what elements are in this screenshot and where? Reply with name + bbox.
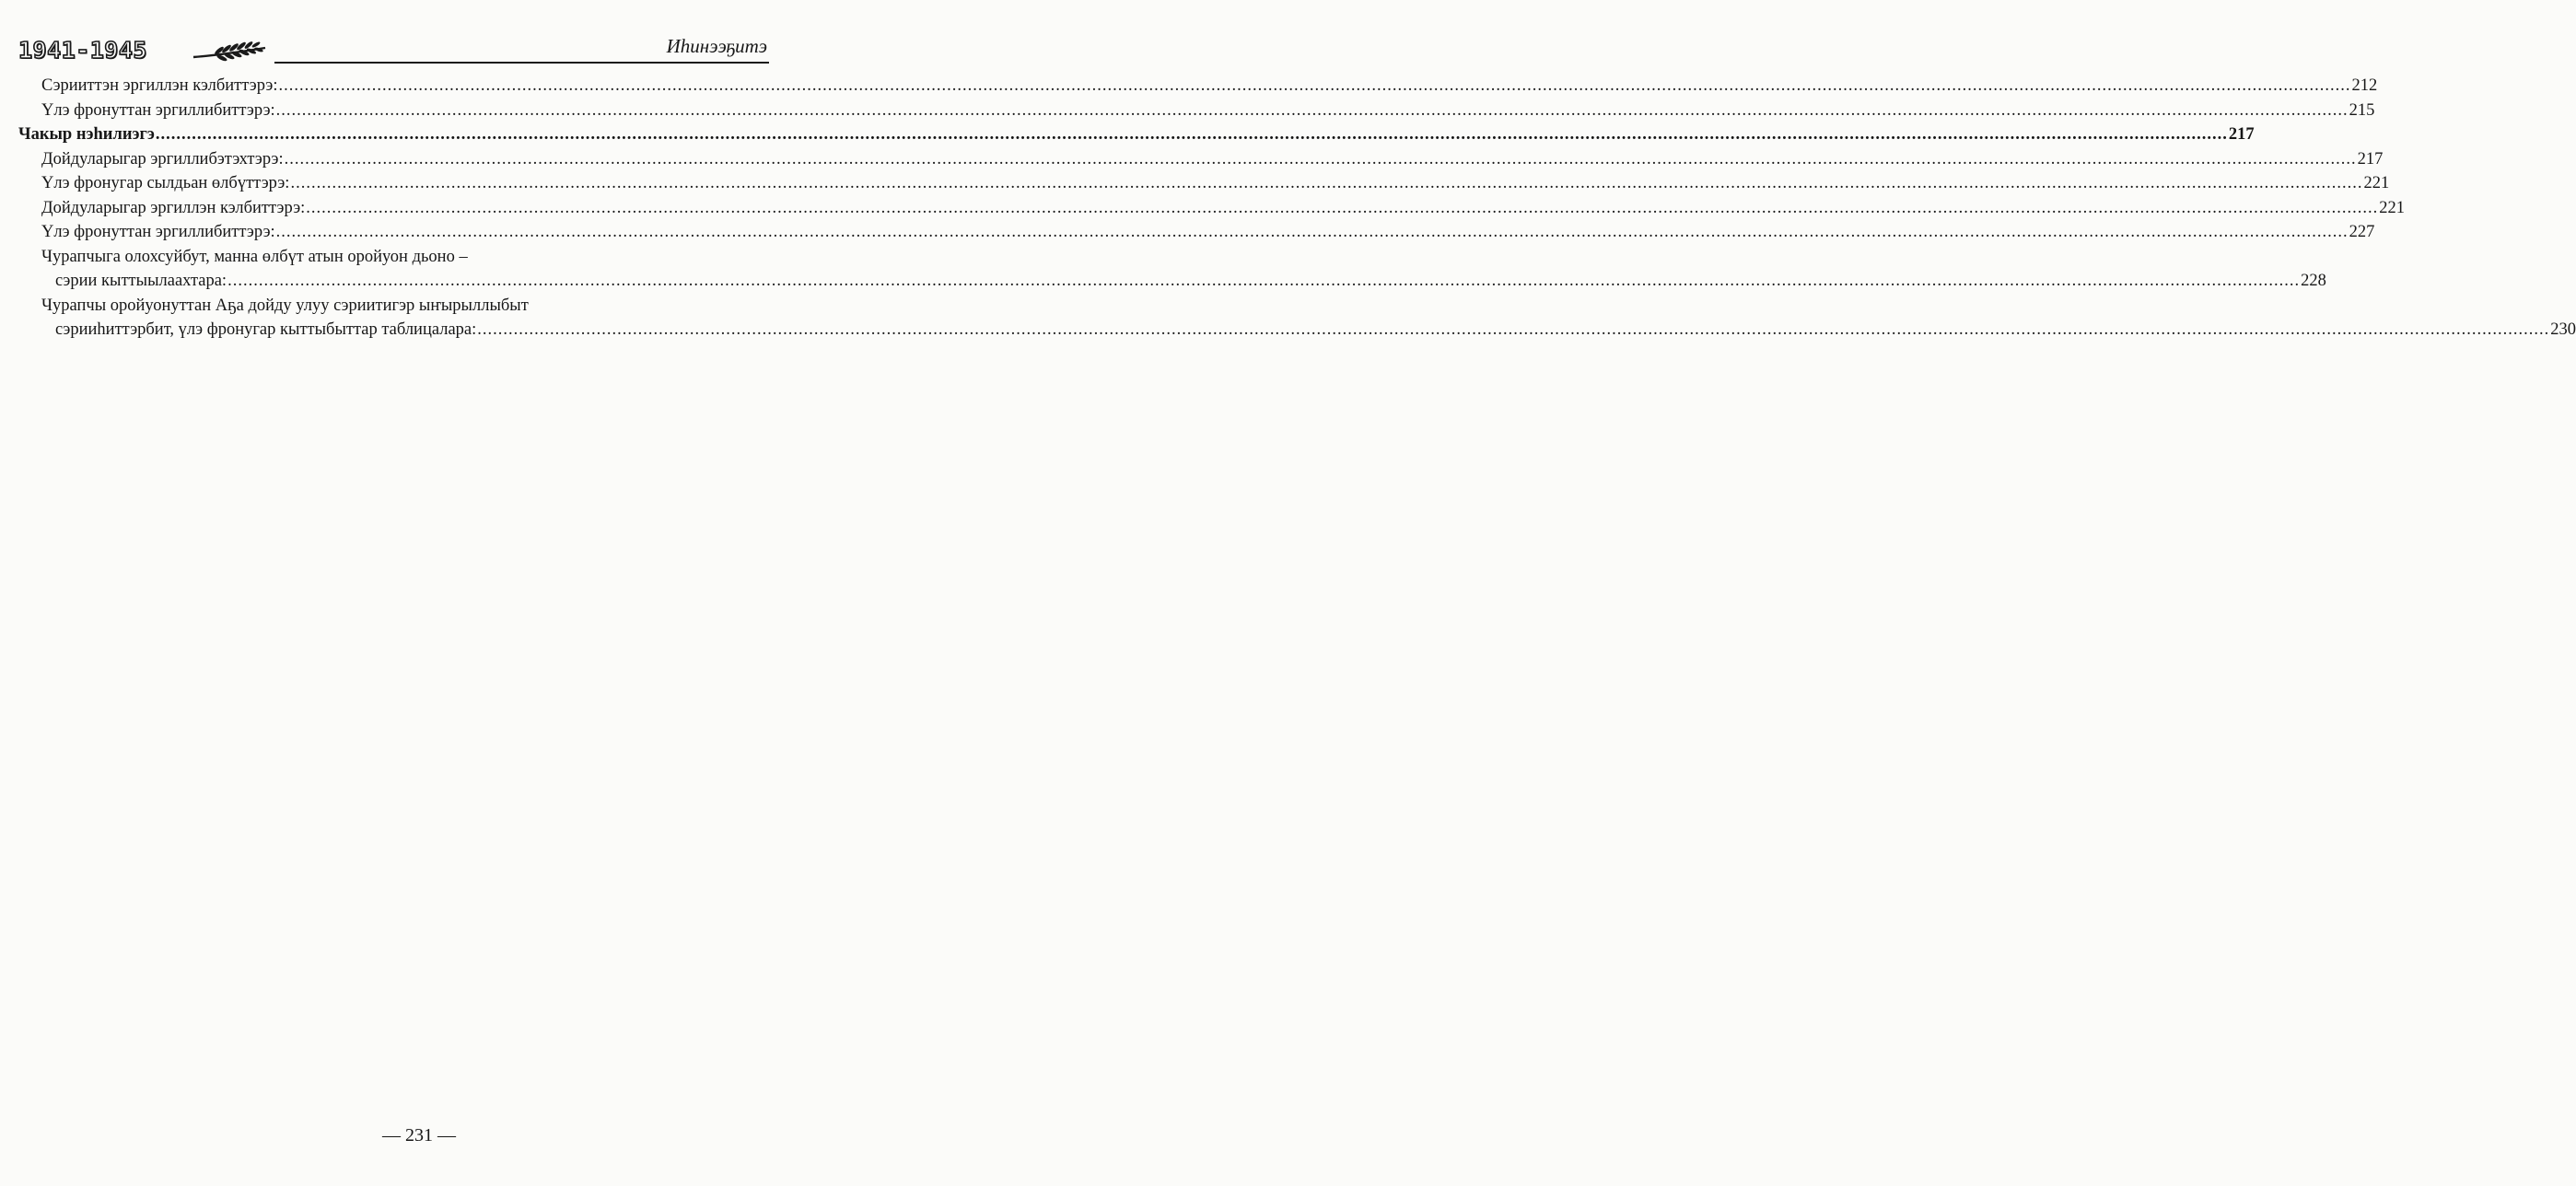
laurel-branch-icon (192, 41, 267, 64)
toc-page-number: 215 (2349, 100, 2375, 120)
toc-entry (18, 147, 2384, 172)
table-of-contents (18, 74, 2576, 343)
toc-entry-title: Үлэ фронугар сылдьан өлбүттэрэ: (41, 174, 290, 192)
toc-leader-dots: ................................................................................................................................................................................................................................................................................................................................................................................................................ (290, 174, 2363, 192)
toc-page-number: 228 (2301, 272, 2326, 290)
toc-line (18, 74, 2378, 99)
page-number: — 231 — (382, 1125, 456, 1145)
toc-entry-title: сэрииһиттэрбит, үлэ фронугар кыттыбыттар таблицалара: (55, 320, 477, 339)
toc-entry (18, 171, 2390, 196)
toc-entry (18, 196, 2406, 221)
toc-entry-title: Үлэ фронуттан эргиллибиттэрэ: (41, 100, 275, 120)
toc-line (18, 245, 769, 270)
toc-leader-dots: ................................................................................................................................................................................................................................................................................................................................................................................................................ (477, 320, 2550, 339)
header-section-title: Иһинээҕитэ (666, 35, 767, 57)
toc-line (18, 269, 2326, 294)
toc-line (18, 196, 2406, 221)
toc-line (18, 122, 2255, 147)
toc-line (18, 99, 2375, 123)
header-rule (274, 62, 769, 64)
toc-page-number: 227 (2349, 223, 2375, 241)
toc-leader-dots: ................................................................................................................................................................................................................................................................................................................................................................................................................ (278, 76, 2351, 95)
toc-chapter-entry (18, 122, 2255, 147)
toc-line (18, 294, 769, 319)
toc-entry (18, 99, 2375, 123)
toc-leader-dots: ................................................................................................................................................................................................................................................................................................................................................................................................................ (155, 125, 2228, 144)
toc-page-number: 217 (2357, 149, 2384, 169)
header-years: 1941-1945 (18, 37, 147, 64)
toc-page-number: 217 (2228, 125, 2255, 144)
toc-page-number: 221 (2379, 198, 2406, 217)
toc-leader-dots: ................................................................................................................................................................................................................................................................................................................................................................................................................ (306, 198, 2379, 217)
toc-entry-title: Чакыр нэһилиэгэ (18, 125, 155, 144)
toc-page-number: 230 (2550, 320, 2576, 339)
toc-entry-title: Дойдуларыгар эргиллибэтэхтэрэ: (41, 149, 284, 169)
toc-entry-title: Сэрииттэн эргиллэн кэлбиттэрэ: (41, 76, 278, 95)
toc-line (18, 220, 2375, 245)
toc-leader-dots: ................................................................................................................................................................................................................................................................................................................................................................................................................ (275, 100, 2349, 120)
toc-leader-dots: ................................................................................................................................................................................................................................................................................................................................................................................................................ (275, 223, 2349, 241)
toc-leader-dots: ................................................................................................................................................................................................................................................................................................................................................................................................................ (227, 272, 2301, 290)
toc-line (18, 318, 2576, 343)
toc-entry (18, 294, 2576, 343)
toc-entry (18, 245, 2326, 294)
toc-entry-title: Чурапчыга олохсуйбут, манна өлбүт атын оройуон дьоно – (41, 247, 468, 266)
toc-entry-title: сэрии кыттыылаахтара: (55, 272, 227, 290)
toc-entry-title: Чурапчы оройуонуттан Аҕа дойду улуу сэриитигэр ыҥырыллыбыт (41, 296, 529, 315)
toc-page-number: 212 (2351, 76, 2378, 95)
toc-entry (18, 74, 2378, 99)
toc-entry-title: Дойдуларыгар эргиллэн кэлбиттэрэ: (41, 198, 306, 217)
toc-entry (18, 220, 2375, 245)
running-header (18, 35, 769, 66)
toc-line (18, 147, 2384, 172)
toc-leader-dots: ................................................................................................................................................................................................................................................................................................................................................................................................................ (284, 149, 2357, 169)
toc-page-number: 221 (2363, 174, 2390, 192)
toc-line (18, 171, 2390, 196)
toc-entry-title: Үлэ фронуттан эргиллибиттэрэ: (41, 223, 275, 241)
